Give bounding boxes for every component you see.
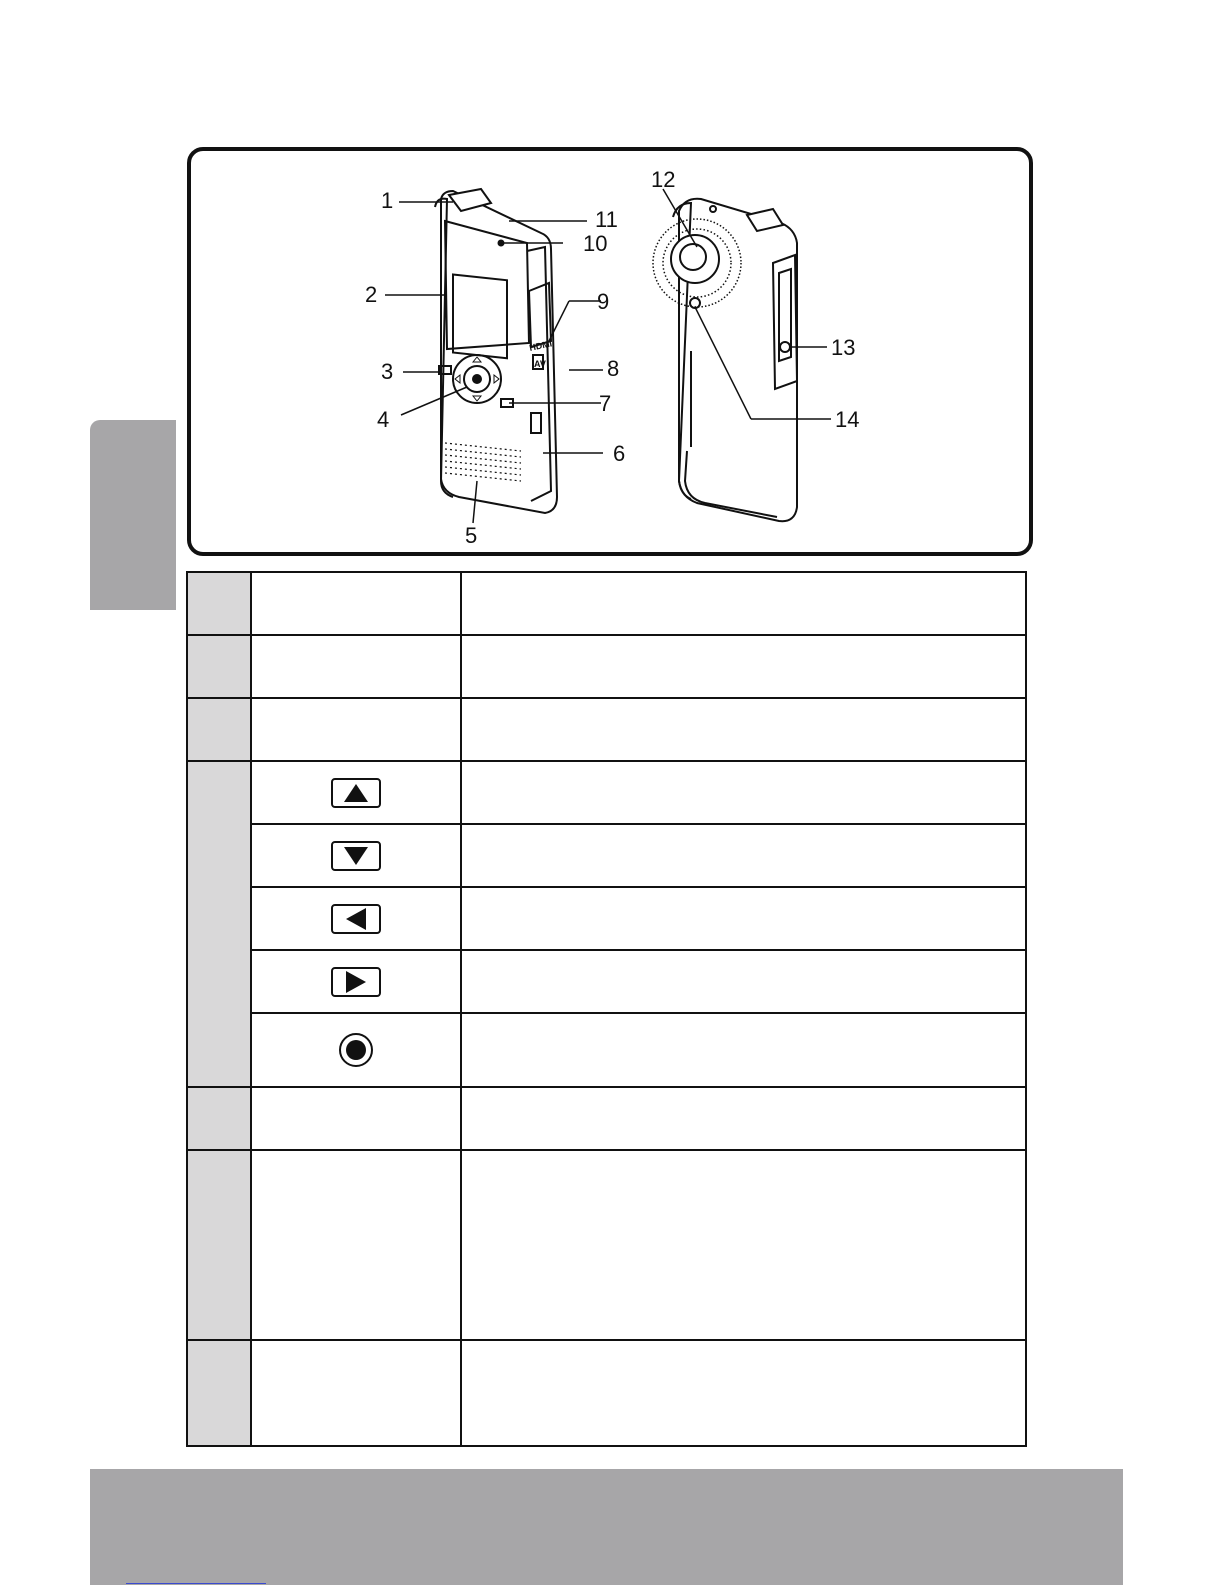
ok-center-button-icon: [339, 1033, 373, 1067]
table-row: [187, 1150, 1026, 1340]
row-number-cell: [187, 1340, 251, 1446]
part-description-cell: [461, 572, 1026, 635]
part-name-cell: [251, 761, 461, 824]
table-row: [187, 887, 1026, 950]
callout-5: 5: [465, 523, 478, 548]
footer-bar: [90, 1469, 1123, 1585]
row-number-cell: [187, 1150, 251, 1340]
callout-8: 8: [607, 356, 620, 381]
footer-link-underline: [126, 1583, 266, 1584]
part-name-cell: [251, 698, 461, 761]
part-description-cell: [461, 1087, 1026, 1150]
camera-back-view: [653, 199, 797, 521]
table-row: [187, 761, 1026, 824]
part-description-cell: [461, 950, 1026, 1013]
part-description-cell: [461, 887, 1026, 950]
part-name-cell: [251, 1087, 461, 1150]
up-arrow-icon: [331, 778, 381, 808]
hdmi-port-label: HDMI: [528, 338, 553, 353]
callout-1: 1: [381, 188, 394, 213]
part-description-cell: [461, 635, 1026, 698]
row-number-cell: [187, 572, 251, 635]
part-description-cell: [461, 698, 1026, 761]
callout-7: 7: [599, 391, 612, 416]
callout-9: 9: [597, 289, 610, 314]
part-name-cell: [251, 572, 461, 635]
table-row: [187, 1013, 1026, 1087]
callout-11: 11: [595, 207, 618, 232]
table-row: [187, 572, 1026, 635]
row-number-cell: [187, 635, 251, 698]
part-description-cell: [461, 761, 1026, 824]
callout-2: 2: [365, 282, 378, 307]
callout-4: 4: [377, 407, 390, 432]
down-arrow-icon: [331, 841, 381, 871]
table-row: [187, 1340, 1026, 1446]
part-name-cell: [251, 1150, 461, 1340]
callout-12: 12: [651, 167, 676, 192]
callout-3: 3: [381, 359, 394, 384]
right-arrow-icon: [331, 967, 381, 997]
table-row: [187, 1087, 1026, 1150]
row-number-cell: [187, 1087, 251, 1150]
part-name-cell: [251, 887, 461, 950]
av-port-label: AV: [534, 359, 546, 369]
side-section-tab: [90, 420, 176, 610]
part-name-cell: [251, 950, 461, 1013]
camcorder-diagram: [187, 147, 1033, 556]
part-description-cell: [461, 1340, 1026, 1446]
left-arrow-icon: [331, 904, 381, 934]
row-number-cell: [187, 698, 251, 761]
row-number-cell: [187, 761, 251, 1087]
table-row: [187, 698, 1026, 761]
part-description-cell: [461, 824, 1026, 887]
callout-10: 10: [583, 231, 608, 256]
part-name-cell: [251, 824, 461, 887]
part-name-cell: [251, 1340, 461, 1446]
table-row: [187, 950, 1026, 1013]
callout-13: 13: [831, 335, 856, 360]
callout-6: 6: [613, 441, 626, 466]
parts-table: [186, 571, 1027, 1447]
part-description-cell: [461, 1150, 1026, 1340]
table-row: [187, 635, 1026, 698]
table-row: [187, 824, 1026, 887]
part-name-cell: [251, 1013, 461, 1087]
part-description-cell: [461, 1013, 1026, 1087]
camcorder-illustration: [191, 151, 1029, 552]
part-name-cell: [251, 635, 461, 698]
callout-14: 14: [835, 407, 860, 432]
